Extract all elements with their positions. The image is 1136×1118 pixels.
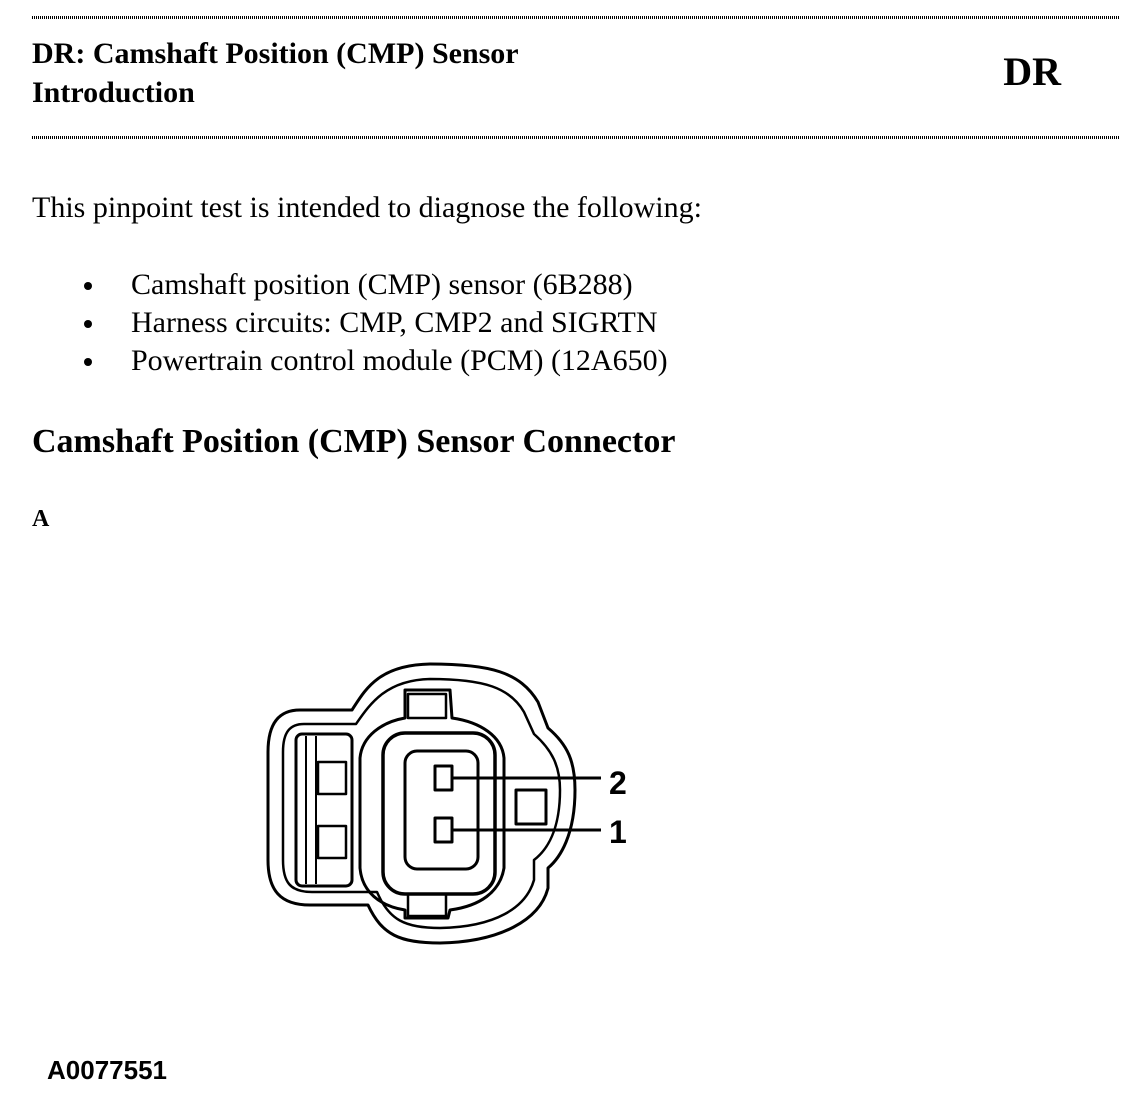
key-top [408, 694, 446, 718]
intro-text: This pinpoint test is intended to diagnose the following: [32, 191, 702, 224]
figure-id: A0077551 [47, 1055, 167, 1085]
figure-label: A [32, 506, 50, 532]
list-item-text: Harness circuits: CMP, CMP2 and SIGRTN [131, 306, 658, 339]
connector-housing-outer [268, 664, 575, 943]
latch-frame [296, 734, 352, 886]
terminal-2 [435, 766, 452, 790]
list-item-text: Camshaft position (CMP) sensor (6B288) [131, 268, 633, 301]
list-item-text: Powertrain control module (PCM) (12A650) [131, 344, 668, 377]
locking-tab [516, 790, 546, 824]
section-code: DR [1003, 49, 1061, 94]
latch-tab-lower [318, 826, 346, 858]
connector-housing-inner [283, 679, 560, 928]
section-title: Camshaft Position (CMP) Sensor Connector [32, 423, 676, 460]
pin-cavity-inner [405, 751, 478, 869]
latch-tab-upper [318, 762, 346, 794]
terminal-1 [435, 818, 452, 842]
title-line-2: Introduction [32, 76, 195, 109]
title-line-1: DR: Camshaft Position (CMP) Sensor [32, 37, 519, 70]
key-bottom [408, 894, 446, 916]
pin-label-2: 2 [609, 765, 627, 801]
pin-label-1: 1 [609, 814, 627, 850]
